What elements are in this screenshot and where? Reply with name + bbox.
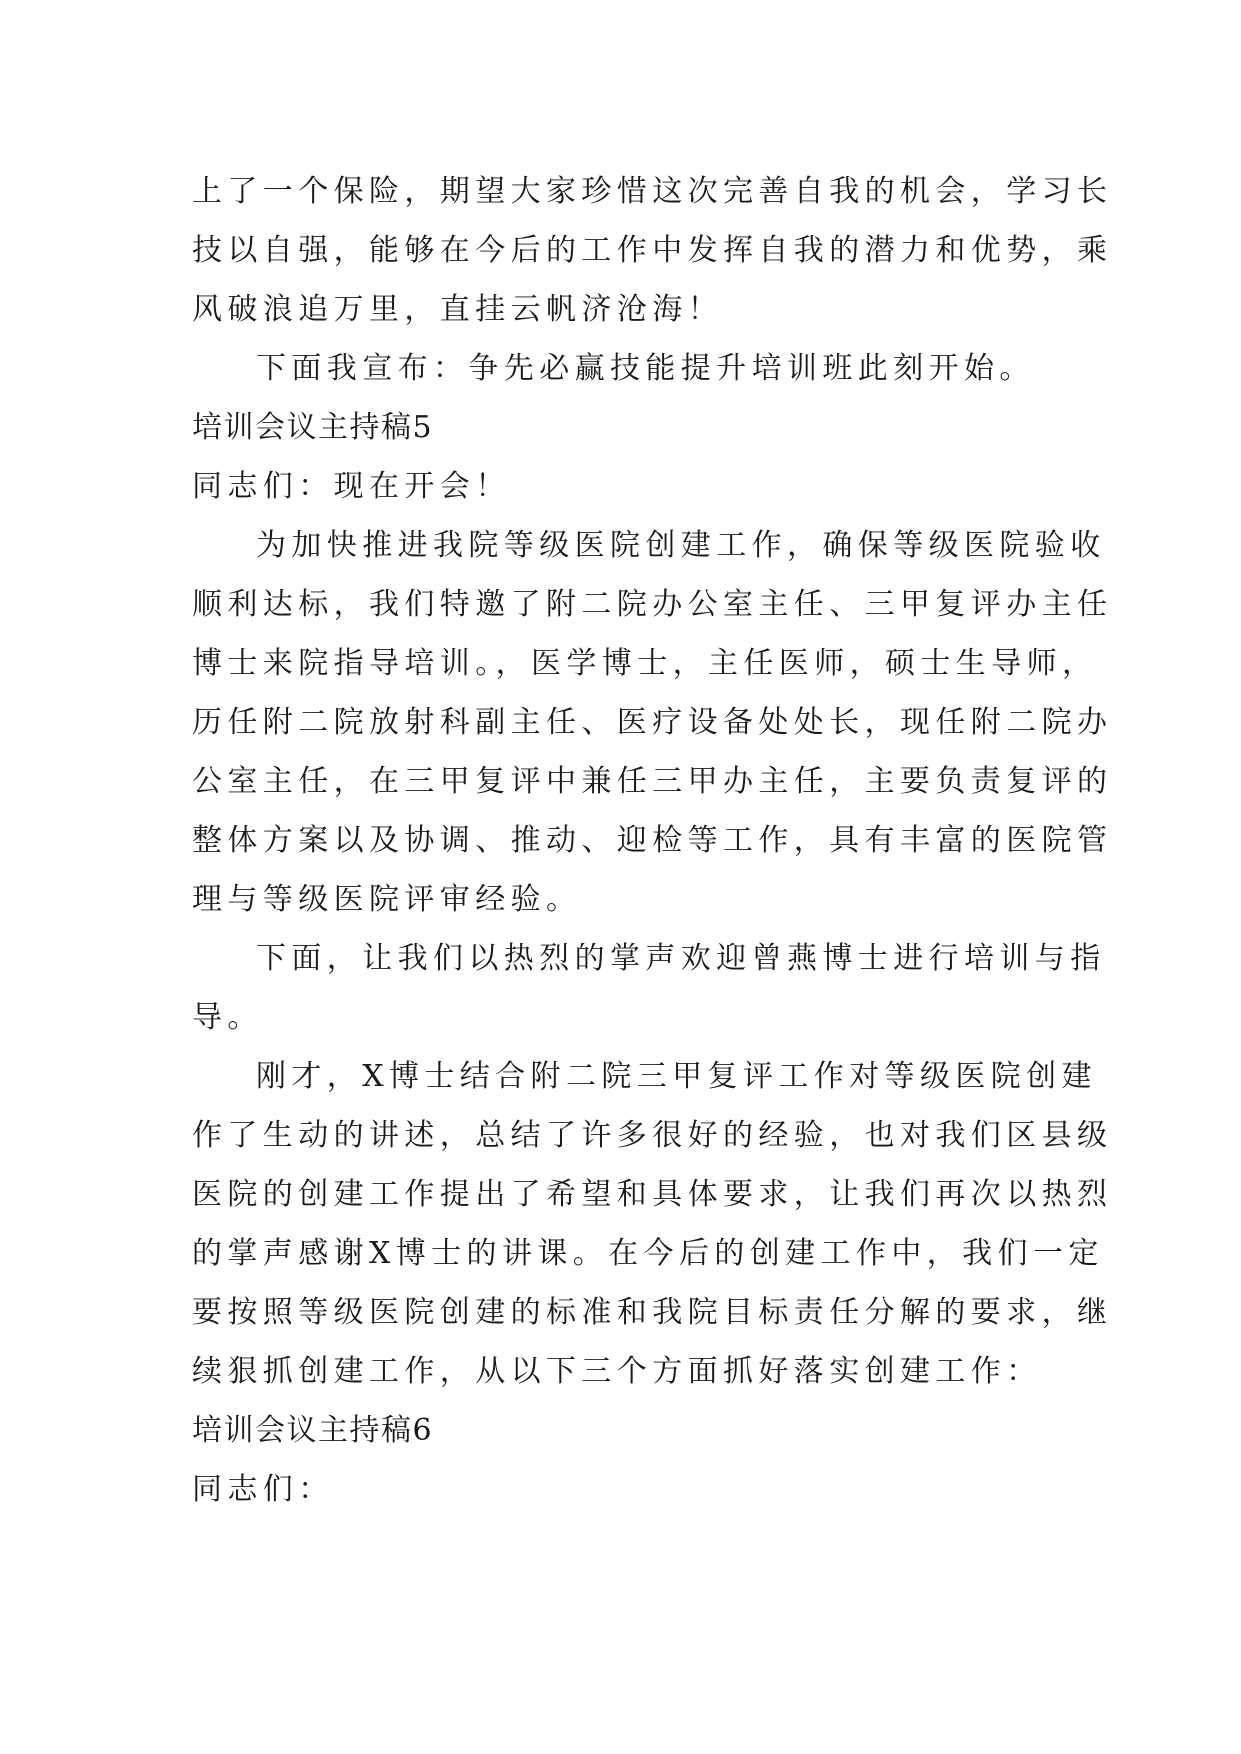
- text-line: 公室主任，在三甲复评中兼任三甲办主任，主要负责复评的: [192, 764, 1113, 799]
- text-line: 历任附二院放射科副主任、医疗设备处处长，现任附二院办: [192, 705, 1113, 740]
- text-line: 下面我宣布：争先必赢技能提升培训班此刻开始。: [256, 351, 1035, 386]
- text-line: 理与等级医院评审经验。: [192, 882, 582, 917]
- text-line: 整体方案以及协调、推动、迎检等工作，具有丰富的医院管: [192, 823, 1113, 858]
- text-line: 同志们：: [192, 1472, 334, 1507]
- text-line: 上了一个保险，期望大家珍惜这次完善自我的机会，学习长: [192, 174, 1113, 209]
- text-line: 为加快推进我院等级医院创建工作，确保等级医院验收: [256, 528, 1106, 563]
- text-line: 博士来院指导培训。，医学博士，主任医师，硕士生导师，: [192, 646, 1098, 681]
- text-line: 要按照等级医院创建的标准和我院目标责任分解的要求，继: [192, 1295, 1113, 1330]
- text-line: 下面，让我们以热烈的掌声欢迎曾燕博士进行培训与指: [256, 941, 1106, 976]
- text-line: 技以自强，能够在今后的工作中发挥自我的潜力和优势，乘: [192, 233, 1113, 268]
- section-heading: 培训会议主持稿5: [192, 410, 434, 445]
- text-line: 续狠抓创建工作，从以下三个方面抓好落实创建工作：: [192, 1354, 1042, 1389]
- text-line: 医院的创建工作提出了希望和具体要求，让我们再次以热烈: [192, 1177, 1113, 1212]
- text-line: 风破浪追万里，直挂云帆济沧海！: [192, 292, 723, 327]
- text-line: 导。: [192, 1000, 263, 1035]
- text-line: 同志们：现在开会！: [192, 469, 511, 504]
- text-line: 的掌声感谢X博士的讲课。在今后的创建工作中，我们一定: [192, 1236, 1104, 1271]
- text-line: 刚才，X博士结合附二院三甲复评工作对等级医院创建: [256, 1059, 1097, 1094]
- text-line: 顺利达标，我们特邀了附二院办公室主任、三甲复评办主任: [192, 587, 1113, 622]
- text-line: 作了生动的讲述，总结了许多很好的经验，也对我们区县级: [192, 1118, 1113, 1153]
- document-body: [192, 162, 1113, 1519]
- section-heading: 培训会议主持稿6: [192, 1413, 434, 1448]
